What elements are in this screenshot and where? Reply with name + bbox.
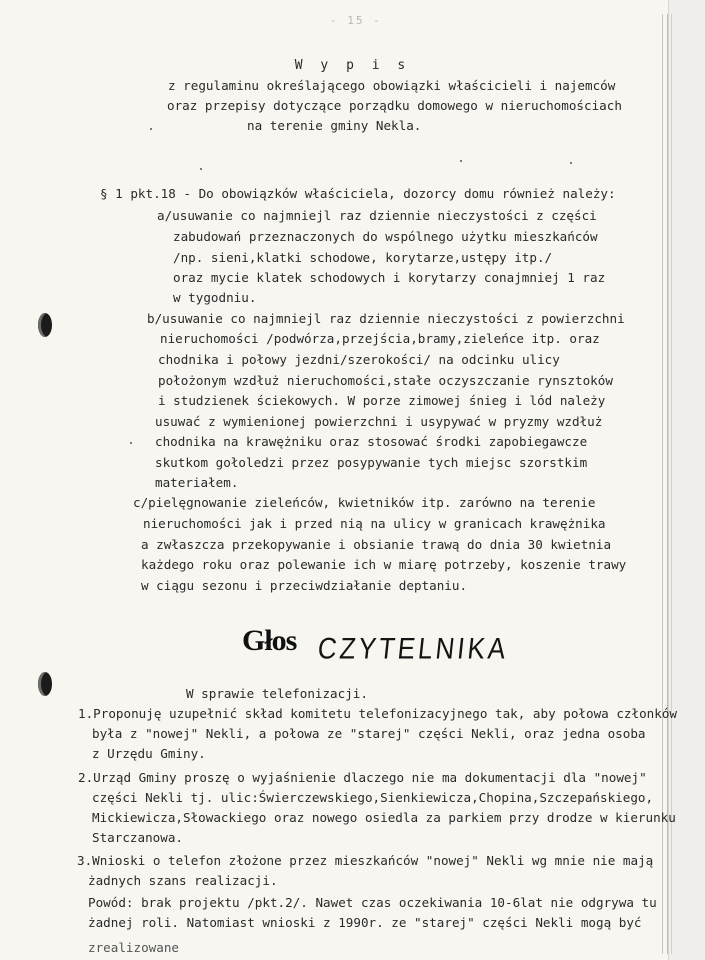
- item-line: żadnych szans realizacji.: [88, 873, 278, 888]
- item-line: 2.Urząd Gminy proszę o wyjaśnienie dlaczego nie ma dokumentacji dla "nowej": [78, 770, 647, 785]
- header-line: oraz przepisy dotyczące porządku domowego w nieruchomościach: [167, 98, 622, 113]
- item-line: zrealizowane: [88, 940, 179, 955]
- speck: [570, 162, 572, 164]
- point-a-line: oraz mycie klatek schodowych i korytarzy conajmniej 1 raz: [173, 270, 606, 285]
- point-c-line: nieruchomości jak i przed nią na ulicy w granicach krawężnika: [143, 516, 606, 531]
- point-a-line: /np. sieni,klatki schodowe, korytarze,ustępy itp./: [173, 250, 553, 265]
- speck: [130, 442, 132, 444]
- item-line: żadnej roli. Natomiast wnioski z 1990r. ze "starej" części Nekli mogą być: [88, 915, 642, 930]
- regulation-intro: § 1 pkt.18 - Do obowiązków właściciela, dozorcy domu również należy:: [100, 186, 616, 201]
- document-title: W y p i s: [294, 58, 411, 73]
- point-b-line: materiałem.: [155, 475, 239, 490]
- speck: [150, 128, 152, 130]
- point-a-line: a/usuwanie co najmniejl raz dziennie nieczystości z części: [157, 208, 597, 223]
- point-b-line: skutkom gołoledzi przez posypywanie tych miejsc szorstkim: [155, 455, 588, 470]
- item-line: 3.Wnioski o telefon złożone przez mieszkańców "nowej" Nekli wg mnie nie mają: [77, 853, 654, 868]
- section-subtitle: W sprawie telefonizacji.: [186, 686, 368, 701]
- punch-hole: [38, 313, 52, 337]
- item-line: Starczanowa.: [92, 830, 183, 845]
- point-b-line: usuwać z wymienionej powierzchni i usypywać w pryzmy wzdłuż: [155, 414, 603, 429]
- speck: [200, 168, 202, 170]
- item-line: Powód: brak projektu /pkt.2/. Nawet czas oczekiwania 10-6lat nie odgrywa tu: [88, 895, 657, 910]
- punch-hole: [38, 672, 52, 696]
- point-a-line: w tygodniu.: [173, 290, 257, 305]
- point-b-line: i studzienek ściekowych. W porze zimowej śnieg i lód należy: [158, 393, 606, 408]
- page-number: - 15 -: [330, 14, 382, 27]
- handwritten-heading: CZYTELNIKA: [316, 630, 511, 666]
- point-c-line: a zwłaszcza przekopywanie i obsianie trawą do dnia 30 kwietnia: [141, 537, 612, 552]
- point-b-line: chodnika i połowy jezdni/szerokości/ na odcinku ulicy: [158, 352, 560, 367]
- newspaper-logo: Głos: [242, 624, 297, 657]
- header-line: z regulaminu określającego obowiązki właścicieli i najemców: [168, 78, 616, 93]
- point-b-line: chodnika na krawężniku oraz stosować środki zapobiegawcze: [155, 434, 588, 449]
- item-line: Mickiewicza,Słowackiego oraz nowego osiedla za parkiem przy drodze w kierunku: [92, 810, 676, 825]
- header-line: na terenie gminy Nekla.: [247, 118, 422, 133]
- point-c-line: c/pielęgnowanie zieleńców, kwietników itp. zarówno na terenie: [133, 495, 596, 510]
- point-b-line: b/usuwanie co najmniejl raz dziennie nieczystości z powierzchni: [147, 311, 625, 326]
- speck: [460, 160, 462, 162]
- item-line: 1.Proponuję uzupełnić skład komitetu telefonizacyjnego tak, aby połowa członków: [78, 706, 677, 721]
- point-a-line: zabudowań przeznaczonych do wspólnego użytku mieszkańców: [173, 229, 598, 244]
- point-b-line: położonym wzdłuż nieruchomości,stałe oczyszczanie rynsztoków: [158, 373, 613, 388]
- point-c-line: każdego roku oraz polewanie ich w miarę potrzeby, koszenie trawy: [141, 557, 627, 572]
- item-line: części Nekli tj. ulic:Świerczewskiego,Sienkiewicza,Chopina,Szczepańskiego,: [92, 790, 654, 805]
- point-b-line: nieruchomości /podwórza,przejścia,bramy,zieleńce itp. oraz: [160, 331, 600, 346]
- item-line: była z "nowej" Nekli, a połowa ze "starej" części Nekli, oraz jedna osoba: [92, 726, 646, 741]
- item-line: z Urzędu Gminy.: [92, 746, 206, 761]
- point-c-line: w ciągu sezonu i przeciwdziałanie deptaniu.: [141, 578, 468, 593]
